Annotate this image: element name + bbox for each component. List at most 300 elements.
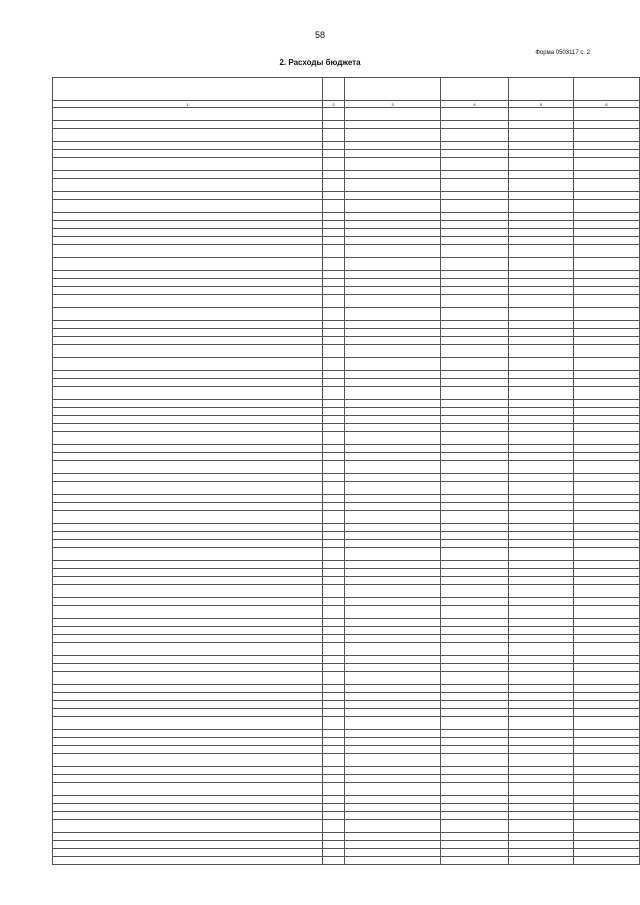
table-cell — [441, 746, 509, 754]
table-cell — [574, 271, 640, 279]
table-cell — [53, 287, 323, 295]
table-cell — [53, 142, 323, 150]
table-cell — [441, 857, 509, 865]
table-cell — [345, 804, 441, 812]
table-cell — [509, 192, 574, 200]
table-cell — [509, 693, 574, 701]
table-cell — [441, 503, 509, 511]
table-row — [53, 730, 640, 738]
table-cell — [574, 358, 640, 371]
table-cell — [441, 108, 509, 121]
table-cell — [345, 150, 441, 158]
table-cell — [509, 424, 574, 432]
table-cell — [345, 158, 441, 171]
table-cell — [509, 221, 574, 229]
table-cell — [345, 503, 441, 511]
table-row — [53, 775, 640, 783]
header-cell — [574, 78, 640, 101]
table-cell — [323, 237, 345, 245]
table-cell — [53, 569, 323, 577]
table-cell — [323, 804, 345, 812]
form-code: Форма 0503117 с. 2 — [535, 50, 590, 56]
table-cell — [53, 812, 323, 820]
table-cell — [574, 540, 640, 548]
table-cell — [441, 158, 509, 171]
table-cell — [509, 308, 574, 321]
table-row — [53, 693, 640, 701]
table-cell — [441, 221, 509, 229]
table-row — [53, 158, 640, 171]
table-cell — [441, 849, 509, 857]
table-cell — [345, 783, 441, 796]
table-cell — [323, 379, 345, 387]
table-cell — [345, 841, 441, 849]
table-cell — [323, 820, 345, 833]
table-cell — [53, 656, 323, 664]
table-cell — [53, 685, 323, 693]
table-cell — [345, 482, 441, 495]
table-cell — [509, 812, 574, 820]
table-cell — [345, 308, 441, 321]
table-row — [53, 503, 640, 511]
table-row — [53, 561, 640, 569]
table-cell — [53, 416, 323, 424]
table-cell — [509, 767, 574, 775]
table-cell — [509, 672, 574, 685]
table-cell — [345, 192, 441, 200]
table-row — [53, 445, 640, 453]
table-cell — [323, 685, 345, 693]
table-cell — [574, 150, 640, 158]
table-cell — [441, 577, 509, 585]
table-cell — [574, 400, 640, 408]
table-cell — [53, 754, 323, 767]
table-cell — [441, 569, 509, 577]
table-cell — [441, 532, 509, 540]
table-cell — [441, 271, 509, 279]
table-cell — [574, 453, 640, 461]
table-cell — [441, 171, 509, 179]
table-cell — [574, 158, 640, 171]
table-cell — [323, 503, 345, 511]
table-cell — [345, 271, 441, 279]
table-cell — [345, 371, 441, 379]
table-cell — [345, 424, 441, 432]
table-cell — [441, 279, 509, 287]
table-cell — [323, 171, 345, 179]
table-cell — [53, 643, 323, 656]
table-cell — [574, 371, 640, 379]
table-cell — [441, 701, 509, 709]
table-cell — [509, 279, 574, 287]
table-row — [53, 237, 640, 245]
table-cell — [574, 664, 640, 672]
table-cell — [53, 358, 323, 371]
table-cell — [323, 461, 345, 474]
table-cell — [323, 717, 345, 730]
table-cell — [441, 295, 509, 308]
table-cell — [323, 598, 345, 606]
table-cell — [509, 857, 574, 865]
table-cell — [323, 400, 345, 408]
table-cell — [441, 783, 509, 796]
table-cell — [345, 561, 441, 569]
table-cell — [53, 495, 323, 503]
table-cell — [441, 192, 509, 200]
expenses-table — [52, 77, 640, 865]
table-row — [53, 279, 640, 287]
table-cell — [323, 548, 345, 561]
table-cell — [345, 569, 441, 577]
table-row — [53, 108, 640, 121]
table-row — [53, 672, 640, 685]
table-cell — [53, 387, 323, 400]
table-cell — [509, 548, 574, 561]
table-cell — [441, 213, 509, 221]
table-cell — [53, 445, 323, 453]
table-cell — [53, 295, 323, 308]
table-cell — [323, 150, 345, 158]
table-row — [53, 812, 640, 820]
table-cell — [509, 664, 574, 672]
table-cell — [345, 606, 441, 619]
table-cell — [509, 495, 574, 503]
table-cell — [53, 337, 323, 345]
table-row — [53, 221, 640, 229]
table-cell — [323, 121, 345, 129]
table-cell — [53, 804, 323, 812]
table-cell — [441, 561, 509, 569]
table-cell — [509, 746, 574, 754]
table-cell — [441, 524, 509, 532]
table-cell — [53, 121, 323, 129]
table-cell — [345, 495, 441, 503]
table-row — [53, 424, 640, 432]
table-cell — [509, 453, 574, 461]
table-cell — [509, 532, 574, 540]
table-cell — [53, 213, 323, 221]
table-row — [53, 287, 640, 295]
table-cell — [53, 635, 323, 643]
table-cell — [53, 432, 323, 445]
table-cell — [574, 229, 640, 237]
table-cell — [509, 540, 574, 548]
table-cell — [323, 142, 345, 150]
table-cell — [323, 532, 345, 540]
table-cell — [345, 337, 441, 345]
table-cell — [323, 627, 345, 635]
table-cell — [53, 849, 323, 857]
table-cell — [574, 754, 640, 767]
table-cell — [345, 796, 441, 804]
table-cell — [509, 371, 574, 379]
table-cell — [574, 192, 640, 200]
table-row — [53, 461, 640, 474]
table-cell — [345, 738, 441, 746]
table-cell — [345, 627, 441, 635]
table-row — [53, 709, 640, 717]
table-cell — [441, 585, 509, 598]
table-cell — [509, 841, 574, 849]
table-cell — [53, 709, 323, 717]
table-cell — [509, 258, 574, 271]
table-cell — [323, 408, 345, 416]
table-cell — [574, 656, 640, 664]
table-cell — [345, 200, 441, 213]
table-cell — [509, 804, 574, 812]
table-cell — [574, 783, 640, 796]
table-cell — [323, 585, 345, 598]
table-cell — [509, 577, 574, 585]
table-cell — [345, 221, 441, 229]
table-row — [53, 767, 640, 775]
table-cell — [574, 287, 640, 295]
table-cell — [574, 619, 640, 627]
table-cell — [441, 142, 509, 150]
table-cell — [441, 287, 509, 295]
table-cell — [509, 445, 574, 453]
table-cell — [345, 408, 441, 416]
table-cell — [323, 730, 345, 738]
table-cell — [441, 672, 509, 685]
table-cell — [323, 672, 345, 685]
table-cell — [574, 524, 640, 532]
table-cell — [441, 717, 509, 730]
table-cell — [53, 158, 323, 171]
table-cell — [574, 709, 640, 717]
table-cell — [441, 548, 509, 561]
table-cell — [53, 424, 323, 432]
table-cell — [509, 524, 574, 532]
table-cell — [345, 453, 441, 461]
table-cell — [574, 569, 640, 577]
table-cell — [509, 295, 574, 308]
table-cell — [53, 820, 323, 833]
table-cell — [323, 524, 345, 532]
table-cell — [574, 796, 640, 804]
table-cell — [345, 849, 441, 857]
table-cell — [345, 321, 441, 329]
table-cell — [509, 585, 574, 598]
table-cell — [323, 540, 345, 548]
table-cell — [441, 482, 509, 495]
table-row — [53, 548, 640, 561]
table-cell — [574, 424, 640, 432]
table-cell — [323, 643, 345, 656]
table-cell — [441, 738, 509, 746]
table-cell — [53, 511, 323, 524]
table-cell — [574, 482, 640, 495]
table-cell — [53, 619, 323, 627]
table-cell — [323, 258, 345, 271]
table-cell — [441, 812, 509, 820]
table-cell — [345, 511, 441, 524]
table-cell — [509, 321, 574, 329]
table-cell — [323, 345, 345, 358]
table-row — [53, 179, 640, 192]
table-cell — [53, 548, 323, 561]
table-cell — [323, 158, 345, 171]
table-cell — [345, 775, 441, 783]
table-cell — [323, 833, 345, 841]
table-cell — [441, 424, 509, 432]
table-cell — [53, 200, 323, 213]
table-cell — [441, 461, 509, 474]
table-cell — [323, 245, 345, 258]
table-cell — [323, 424, 345, 432]
table-cell — [509, 179, 574, 192]
table-cell — [574, 503, 640, 511]
table-cell — [509, 416, 574, 424]
column-index: 6 — [574, 101, 640, 108]
table-row — [53, 569, 640, 577]
table-cell — [509, 511, 574, 524]
table-row — [53, 321, 640, 329]
table-cell — [345, 329, 441, 337]
table-cell — [509, 701, 574, 709]
table-cell — [323, 619, 345, 627]
table-cell — [574, 635, 640, 643]
table-cell — [441, 129, 509, 142]
table-cell — [441, 200, 509, 213]
table-cell — [574, 775, 640, 783]
table-cell — [574, 857, 640, 865]
table-cell — [441, 371, 509, 379]
table-cell — [323, 192, 345, 200]
table-cell — [53, 400, 323, 408]
table-cell — [574, 461, 640, 474]
table-cell — [509, 171, 574, 179]
table-cell — [53, 857, 323, 865]
table-cell — [345, 142, 441, 150]
table-cell — [323, 606, 345, 619]
table-cell — [323, 221, 345, 229]
table-row — [53, 171, 640, 179]
table-cell — [441, 150, 509, 158]
column-index-row — [53, 101, 640, 108]
table-body — [53, 108, 640, 865]
table-cell — [509, 598, 574, 606]
table-cell — [574, 511, 640, 524]
table-cell — [345, 754, 441, 767]
table-cell — [323, 857, 345, 865]
table-cell — [345, 129, 441, 142]
table-cell — [574, 379, 640, 387]
table-row — [53, 796, 640, 804]
table-cell — [323, 337, 345, 345]
table-cell — [441, 606, 509, 619]
table-row — [53, 400, 640, 408]
table-cell — [345, 664, 441, 672]
table-cell — [345, 598, 441, 606]
table-cell — [53, 730, 323, 738]
table-cell — [345, 345, 441, 358]
table-cell — [323, 200, 345, 213]
page-number: 58 — [314, 30, 325, 40]
table-row — [53, 820, 640, 833]
table-row — [53, 129, 640, 142]
table-cell — [53, 192, 323, 200]
table-row — [53, 416, 640, 424]
table-cell — [574, 321, 640, 329]
table-cell — [53, 693, 323, 701]
table-cell — [323, 746, 345, 754]
table-row — [53, 511, 640, 524]
table-cell — [441, 408, 509, 416]
table-row — [53, 701, 640, 709]
table-cell — [53, 746, 323, 754]
header-cell — [345, 78, 441, 101]
table-cell — [441, 693, 509, 701]
table-cell — [509, 783, 574, 796]
table-row — [53, 643, 640, 656]
table-cell — [509, 635, 574, 643]
table-row — [53, 685, 640, 693]
header-row — [53, 78, 640, 101]
table-cell — [323, 453, 345, 461]
table-row — [53, 408, 640, 416]
table-row — [53, 213, 640, 221]
table-cell — [323, 495, 345, 503]
table-cell — [323, 321, 345, 329]
table-cell — [509, 738, 574, 746]
table-cell — [323, 279, 345, 287]
table-cell — [441, 833, 509, 841]
column-index: 1 — [53, 101, 323, 108]
table-cell — [345, 709, 441, 717]
table-cell — [509, 345, 574, 358]
table-cell — [53, 540, 323, 548]
table-cell — [574, 308, 640, 321]
table-cell — [509, 237, 574, 245]
table-cell — [574, 237, 640, 245]
table-row — [53, 849, 640, 857]
table-cell — [53, 150, 323, 158]
table-cell — [53, 453, 323, 461]
table-row — [53, 598, 640, 606]
table-cell — [509, 561, 574, 569]
table-cell — [509, 142, 574, 150]
table-cell — [574, 200, 640, 213]
table-cell — [345, 108, 441, 121]
table-cell — [509, 271, 574, 279]
table-cell — [574, 606, 640, 619]
table-cell — [53, 627, 323, 635]
table-cell — [574, 337, 640, 345]
table-cell — [574, 213, 640, 221]
table-cell — [53, 129, 323, 142]
table-cell — [53, 775, 323, 783]
table-cell — [53, 371, 323, 379]
table-cell — [323, 129, 345, 142]
table-cell — [53, 271, 323, 279]
table-cell — [323, 287, 345, 295]
table-cell — [345, 619, 441, 627]
table-cell — [574, 849, 640, 857]
table-cell — [574, 598, 640, 606]
table-cell — [345, 179, 441, 192]
table-cell — [323, 511, 345, 524]
table-cell — [574, 685, 640, 693]
table-cell — [345, 833, 441, 841]
table-cell — [323, 693, 345, 701]
table-cell — [345, 730, 441, 738]
table-cell — [509, 709, 574, 717]
table-row — [53, 524, 640, 532]
table-cell — [345, 672, 441, 685]
table-cell — [323, 474, 345, 482]
table-cell — [345, 548, 441, 561]
